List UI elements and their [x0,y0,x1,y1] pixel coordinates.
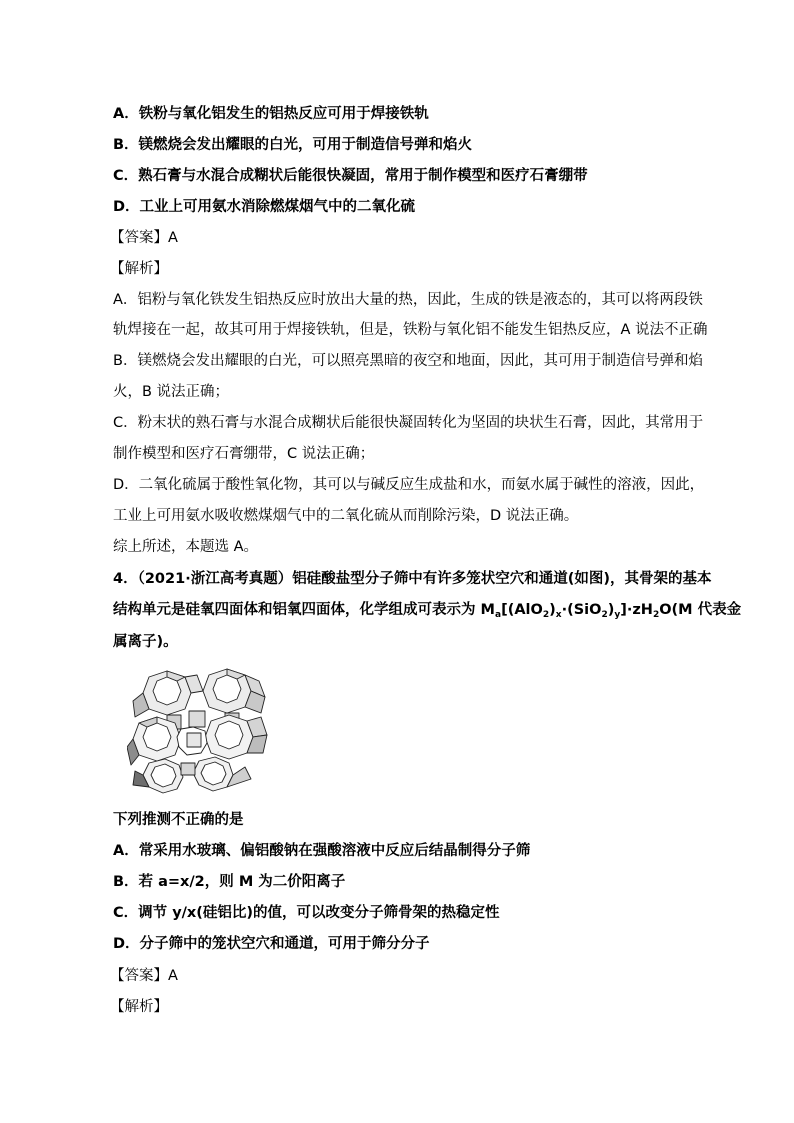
q4-prompt: 下列推测不正确的是 [113,812,244,828]
q3-option-a: A．铁粉与氧化铝发生的铝热反应可用于焊接铁轨 [113,106,429,122]
q3-option-b: B．镁燃烧会发出耀眼的白光，可用于制造信号弹和焰火 [113,137,473,153]
q3-analysis-label: 【解析】 [110,261,168,277]
q3-conclusion: 综上所述，本题选 A。 [113,539,259,555]
formula-subscript: 2 [542,610,550,620]
formula-part: ) [549,602,556,618]
q3-analysis-line: 轨焊接在一起，故其可用于焊接铁轨，但是，铁粉与氧化铝不能发生铝热反应，A 说法不正确 [113,322,708,338]
q4-analysis-label: 【解析】 [110,999,168,1015]
q4-option-a: A．常采用水玻璃、偏铝酸钠在强酸溶液中反应后结晶制得分子筛 [113,843,531,859]
q4-stem-text: 结构单元是硅氧四面体和铝氧四面体，化学组成可表示为 M [113,602,495,618]
q4-answer: 【答案】A [110,968,178,984]
formula-subscript: x [555,610,562,620]
q4-option-b: B．若 a=x/2，则 M 为二价阳离子 [113,874,346,890]
q3-analysis-line: 制作模型和医疗石膏绷带，C 说法正确； [113,446,375,462]
formula-part: ·(SiO [561,602,602,618]
formula-part: ) [607,602,615,618]
formula-subscript: y [614,610,621,620]
q3-analysis-line: A．铝粉与氧化铁发生铝热反应时放出大量的热，因此，生成的铁是液态的，其可以将两段铁 [113,292,703,308]
formula-part: ]·zH [620,602,653,618]
q4-stem-line3: 属离子)。 [113,634,178,650]
zeolite-cage-illustration [127,667,272,794]
q3-analysis-line: 工业上可用氨水吸收燃煤烟气中的二氧化硫从而削除污染，D 说法正确。 [113,508,579,524]
q3-answer: 【答案】A [110,230,178,246]
q3-analysis-line: 火，B 说法正确； [113,384,230,400]
zeolite-structure-figure [127,667,272,794]
q4-stem-line2 [113,600,742,625]
q4-option-d: D．分子筛中的笼状空穴和通道，可用于筛分分子 [113,936,430,952]
formula-subscript: 2 [652,610,660,620]
q4-option-c: C．调节 y/x(硅铝比)的值，可以改变分子筛骨架的热稳定性 [113,905,500,921]
formula-subscript: a [494,610,502,620]
formula-part: [(AlO [501,602,543,618]
q3-analysis-line: D．二氧化硫属于酸性氧化物，其可以与碱反应生成盐和水，而氨水属于碱性的溶液，因此， [113,477,705,493]
q3-analysis-line: B．镁燃烧会发出耀眼的白光，可以照亮黑暗的夜空和地面，因此，其可用于制造信号弹和焰 [113,353,703,369]
q4-stem-text: O(M 代表金 [659,602,742,618]
q3-analysis-line: C．粉末状的熟石膏与水混合成糊状后能很快凝固转化为坚固的块状生石膏，因此，其常用于 [113,415,704,431]
formula-subscript: 2 [601,610,608,620]
q4-stem-line1: 4．（2021·浙江高考真题）铝硅酸盐型分子筛中有许多笼状空穴和通道(如图)，其骨架的基本 [113,571,712,587]
q3-option-c: C．熟石膏与水混合成糊状后能很快凝固，常用于制作模型和医疗石膏绷带 [113,168,588,184]
q3-option-d: D．工业上可用氨水消除燃煤烟气中的二氧化硫 [113,199,416,215]
